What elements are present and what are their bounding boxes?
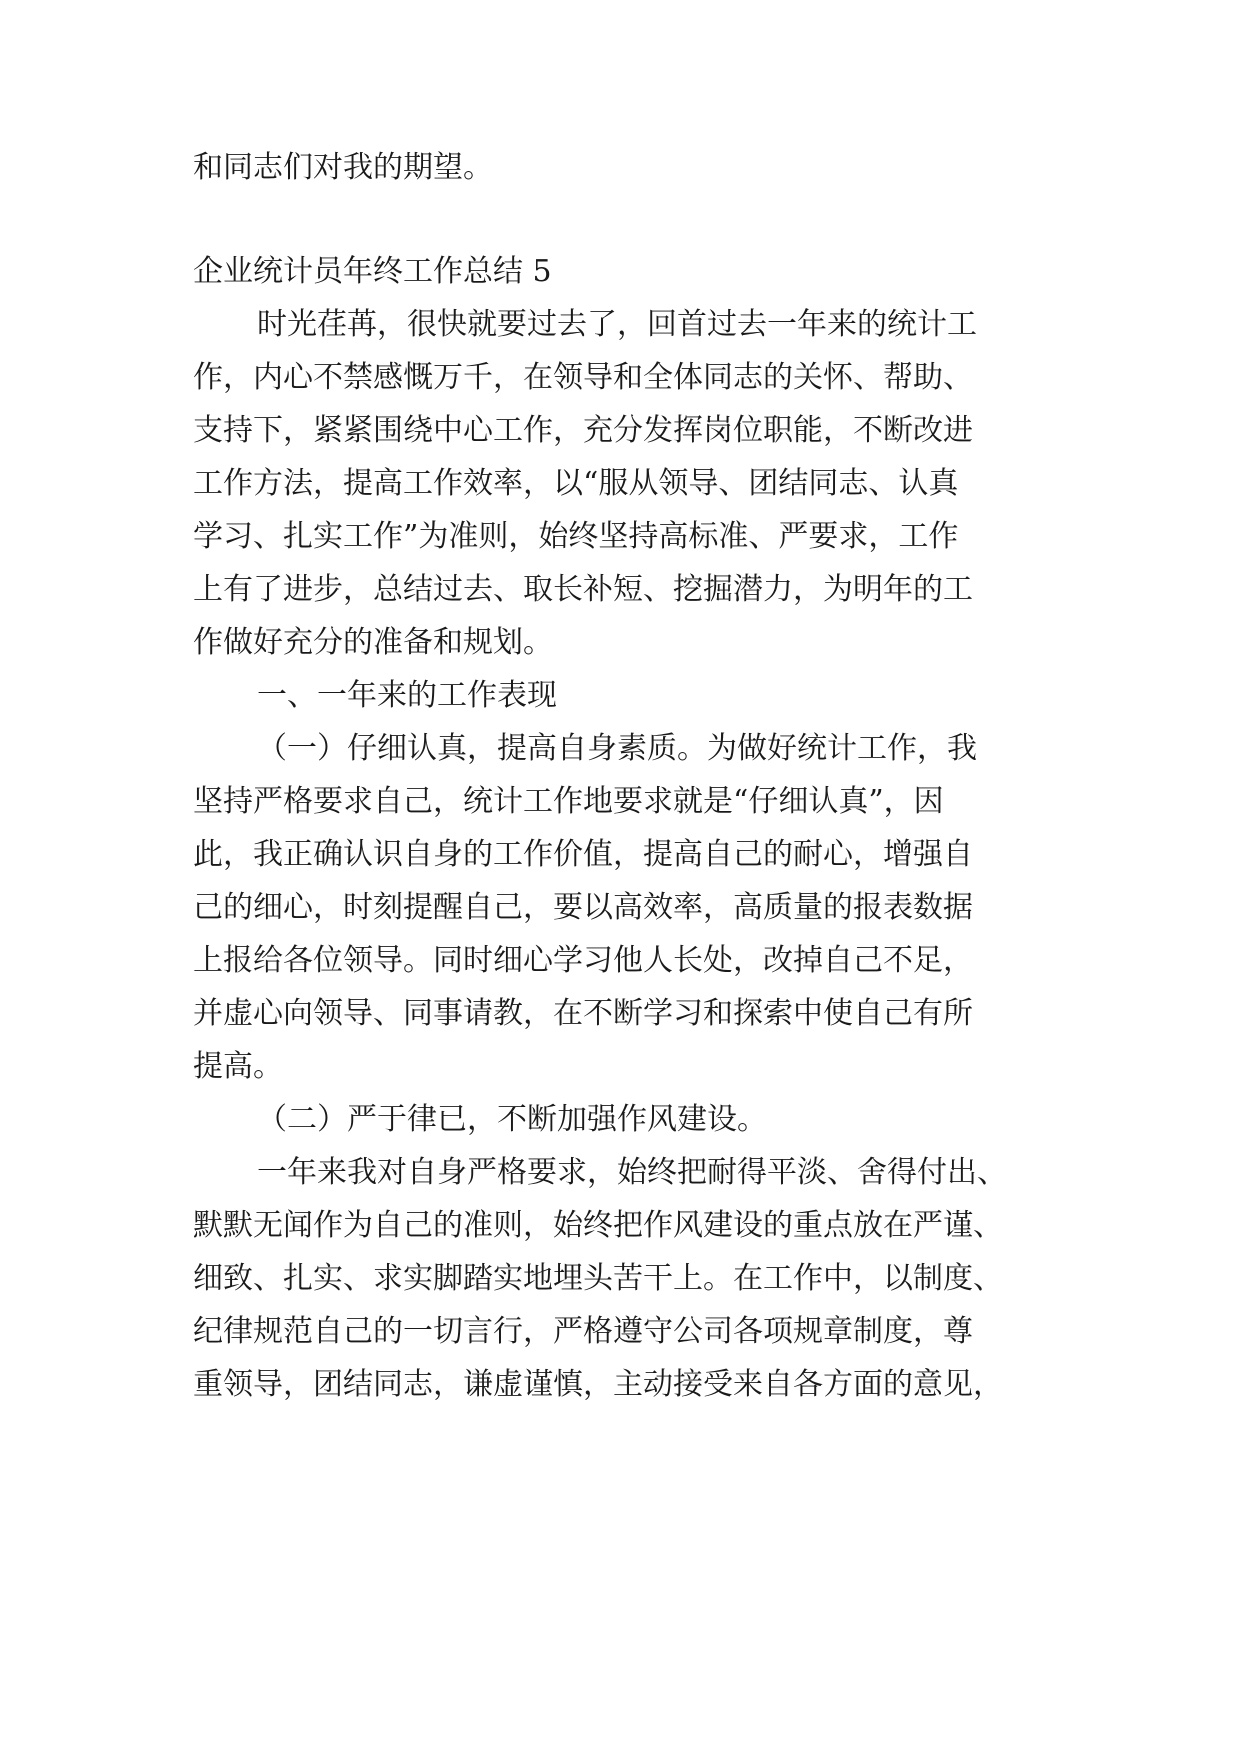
paragraph-2-line-1: （一）仔细认真，提高自身素质。为做好统计工作，我 <box>257 731 977 766</box>
paragraph-1-line-5: 学习、扎实工作”为准则，始终坚持高标准、严要求，工作 <box>193 519 959 554</box>
paragraph-3-line-1: 一年来我对自身严格要求，始终把耐得平淡、舍得付出、 <box>257 1155 1007 1190</box>
paragraph-1-line-4: 工作方法，提高工作效率，以“服从领导、团结同志、认真 <box>193 466 959 501</box>
paragraph-2-line-5: 上报给各位领导。同时细心学习他人长处，改掉自己不足， <box>193 943 973 978</box>
paragraph-2-line-2: 坚持严格要求自己，统计工作地要求就是“仔细认真”，因 <box>193 784 944 819</box>
heading-self-discipline: （二）严于律已，不断加强作风建设。 <box>257 1102 767 1137</box>
paragraph-1-line-6: 上有了进步，总结过去、取长补短、挖掘潜力，为明年的工 <box>193 572 973 607</box>
paragraph-2-line-3: 此，我正确认识自身的工作价值，提高自己的耐心，增强自 <box>193 837 973 872</box>
paragraph-2-line-6: 并虚心向领导、同事请教，在不断学习和探索中使自己有所 <box>193 996 973 1031</box>
paragraph-3-line-5: 重领导，团结同志，谦虚谨慎，主动接受来自各方面的意见， <box>193 1367 1003 1402</box>
paragraph-1-line-2: 作，内心不禁感慨万千，在领导和全体同志的关怀、帮助、 <box>193 360 973 395</box>
paragraph-2-line-4: 己的细心，时刻提醒自己，要以高效率，高质量的报表数据 <box>193 890 973 925</box>
paragraph-1-line-7: 作做好充分的准备和规划。 <box>193 625 553 660</box>
paragraph-3-line-3: 细致、扎实、求实脚踏实地埋头苦干上。在工作中，以制度、 <box>193 1261 1003 1296</box>
paragraph-3-line-2: 默默无闻作为自己的准则，始终把作风建设的重点放在严谨、 <box>193 1208 1003 1243</box>
paragraph-3-line-4: 纪律规范自己的一切言行，严格遵守公司各项规章制度，尊 <box>193 1314 973 1349</box>
paragraph-1-line-3: 支持下，紧紧围绕中心工作，充分发挥岗位职能，不断改进 <box>193 413 973 448</box>
heading-work-performance: 一、一年来的工作表现 <box>257 678 557 713</box>
paragraph-2-line-7: 提高。 <box>193 1049 283 1084</box>
previous-paragraph-tail: 和同志们对我的期望。 <box>193 150 493 185</box>
section-title: 企业统计员年终工作总结 5 <box>193 254 552 289</box>
paragraph-1-line-1: 时光荏苒，很快就要过去了，回首过去一年来的统计工 <box>257 307 977 342</box>
